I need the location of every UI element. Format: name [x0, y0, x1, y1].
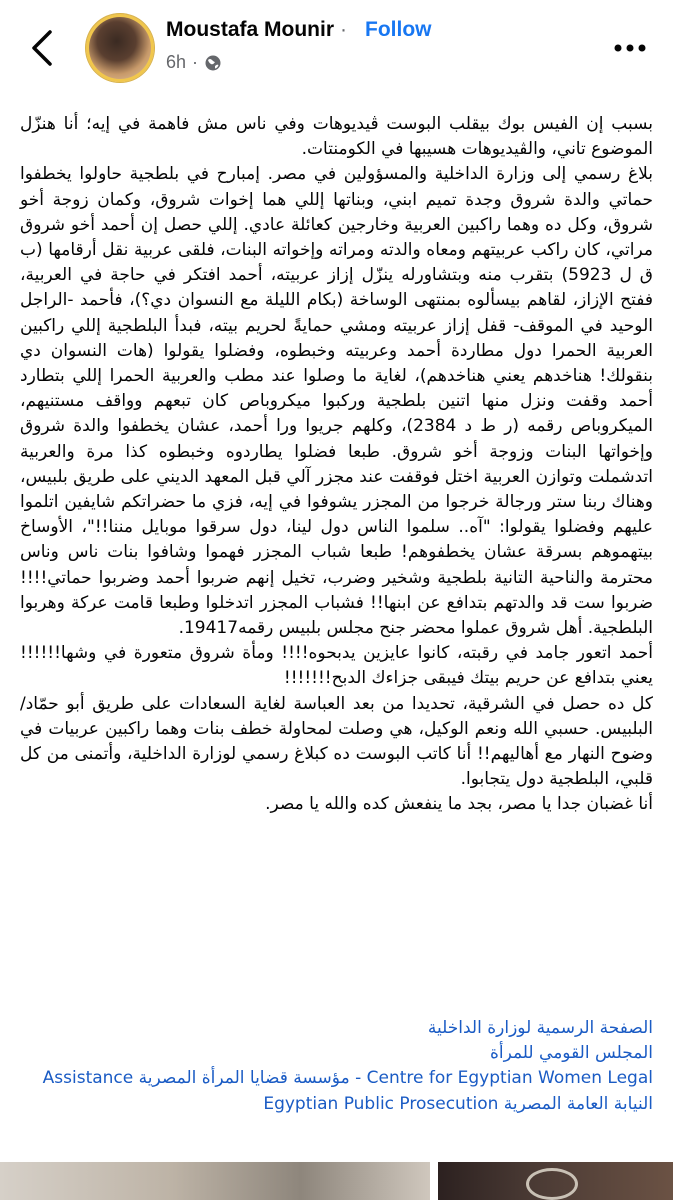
tag-cewla[interactable]: Centre for Egyptian Women Legal - مؤسسة قضايا المرأة المصرية Assistance [42, 1068, 653, 1089]
post-text [20, 112, 653, 818]
post-paragraph: أحمد اتعور جامد في رقبته، كانوا عايزين يدبحوه!!!! ومأة شروق متعورة في وشها!!!!!! يعني بتدافع عن حريم بيتك فيبقى جزاءك الدبح!!!!!!! [20, 643, 653, 689]
tagged-pages [20, 1016, 653, 1117]
post-paragraph: بسبب إن الفيس بوك بيقلب البوست ڤيديوهات وفي ناس مش فاهمة في إيه؛ أنا هنزّل الموضوع تاني، والڤيديوهات هسيبها في الكومنتات. [20, 114, 653, 160]
post-time: 6h [166, 52, 187, 72]
time-separator: · [192, 52, 199, 72]
post-paragraph: بلاغ رسمي إلى وزارة الداخلية والمسؤولين في مصر. إمبارح في بلطجية حاولوا يخطفوا حماتي والدة شروق وجدة تميم ابني، وبناتها إللي هما إخوات شروق، وكمان زوجة أخو شروق، وكل ده وهما راكبين العربية وخارجين كعائلة عادي. إللي حصل إن أحمد أخو شروق مراتي، كان راكب عربيتهم ومعاه والدته ومراته وإخواته البنات، فلقى عربية نقل أرقامها (ب ق ل 5923) بتقرب منه وبتشاورله ينزّل إزاز عربيته، أحمد افتكر في حاجة في العربية، ففتح الإزاز، لقاهم بيسألوه بمنتهى الوساخة (بكام الليلة مع النسوان دي؟)، فأحمد -الراجل الوحيد في الموقف- قفل إزاز عربيته ومشي حمايةً لحريم بيته، فبدأ البلطجية إللي راكبين العربية الحمرا دول مطاردة أحمد وعربيته وخبطوه، وفضلوا يقولوا (هات النسوان دي بنقولك! هناخدهم يعني هناخدهم)، لغاية ما وصلوا عند مطب والعربية الحمرا إللي بتطارد أحمد وقفت ونزل منها اتنين بلطجية وركبوا ميكروباص كان تبعهم وواقف مستنيهم، الميكروباص رقمه (ر ط د 2384)، وكلهم جريوا ورا أحمد، عشان يخطفوا والدة شروق وإخواتها البنات وزوجة أخو شروق. طبعا فضلوا يطاردوه وخبطوه كذا مرة والعربية اتدشملت وتوازن العربية اختل فوقفت عند مجزر آلي قبل المعهد الديني على طريق بلبيس، وهناك ربنا ستر ورجالة خرجوا من المجزر يشوفوا في إيه، فزي ما حضراتكم شايفين اتلموا عليهم وفضلوا يقولوا: "آه.. سلموا الناس دول لينا، دول سرقوا موبايل مننا!!"، الأوساخ بيتهموهم بسرقة عشان يخطفوهم! طبعا شباب المجزر فهموا وشافوا بنات ناس وناس محترمة والناحية التانية بلطجية وشخير وضرب، تخيل إنهم ضربوا أحمد وضربوا حماتي!!!! ضربوا ست قد والدتهم بتدافع عن ابنها!! فشباب المجزر اتدخلوا وطبعا قامت عركة وهربوا البلطجية. أهل شروق عملوا محضر جنح مجلس بلبيس رقمه19417. [20, 164, 653, 639]
author-name[interactable]: Moustafa Mounir [166, 18, 334, 41]
name-separator: · [340, 18, 347, 41]
globe-icon [204, 54, 222, 72]
follow-button[interactable]: Follow [365, 18, 432, 41]
post-meta [166, 52, 222, 73]
tag-public-prosecution[interactable]: النيابة العامة المصرية Egyptian Public Prosecution [263, 1093, 653, 1114]
post-paragraph: أنا غضبان جدا يا مصر، بجد ما ينفعش كده والله يا مصر. [265, 794, 653, 815]
chevron-left-icon[interactable] [22, 26, 62, 70]
more-horizontal-icon[interactable] [608, 28, 652, 68]
post-header [0, 0, 673, 100]
tag-national-council-women[interactable]: المجلس القومي للمرأة [489, 1043, 653, 1064]
post-media [0, 1162, 673, 1200]
avatar[interactable] [86, 14, 154, 82]
media-thumbnail[interactable] [0, 1162, 430, 1200]
media-thumbnail[interactable] [438, 1162, 673, 1200]
tag-interior-ministry[interactable]: الصفحة الرسمية لوزارة الداخلية [427, 1018, 653, 1038]
post-paragraph: كل ده حصل في الشرقية، تحديدا من بعد العباسة لغاية السعادات على طريق أبو حمّاد/ البلبيس. حسبي الله ونعم الوكيل، هي وصلت لمحاولة خطف بنات وهما راكبين عربيات في وضوح النهار مع أهاليهم!! أنا كاتب البوست ده كبلاغ رسمي لوزارة الداخلية، وأتمنى من كل قلبي، البلطجية دول يتجابوا. [20, 693, 653, 790]
